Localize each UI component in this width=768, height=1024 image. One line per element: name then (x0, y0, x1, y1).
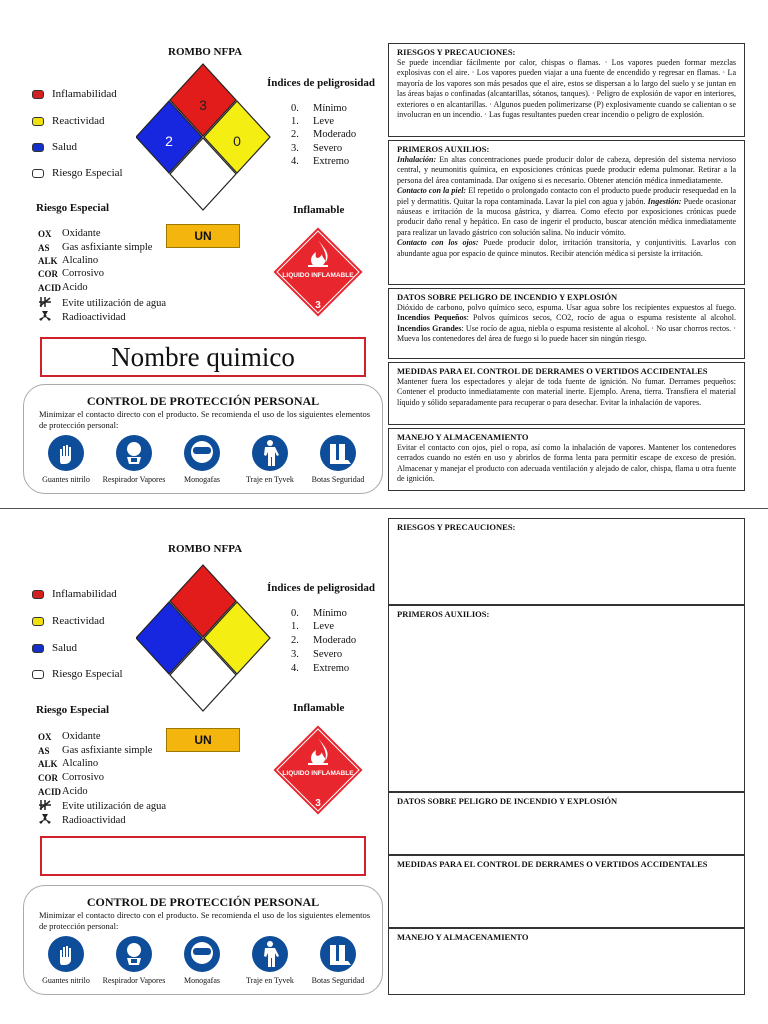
risk-item: Radioactividad (38, 813, 126, 827)
risk-item: Evite utilización de agua (38, 296, 166, 310)
index-item: 2. Moderado (291, 129, 357, 140)
nfpa-title: ROMBO NFPA (168, 543, 243, 555)
index-item: 1. Leve (291, 621, 334, 632)
ppe-title: CONTROL DE PROTECCIÓN PERSONAL (86, 895, 320, 909)
suit-icon (252, 936, 288, 972)
index-item: 2. Moderado (291, 635, 357, 646)
ppe-respirator: Respirador Vapores (99, 936, 169, 985)
svg-text:3: 3 (315, 300, 321, 311)
section-riesgos: RIESGOS Y PRECAUCIONES: Se puede incendiar fácilmente por calor, chispas o flamas. · Los vapores pueden formar mezclas explosivas con el aire. · Los vapores pueden viajar a una fuente de encendido y regresar en flamas. · La mayoría de los vapores son más pesados que el aire, estos se dispersan a lo largo del suelo y se juntan en las áreas bajas o confinadas (alcantarillas, sótanos, tanques). · Peligro de explosión de vapor en interiores, exteriores o en alcantarillas. · Algunos pueden polimerizarse (P) explosivamente cuando se calientan o se involucran en un incendio. · Las fugas resultantes pueden crear incendio o peligro de explosión. (388, 43, 745, 137)
risk-item: ACID Acido (38, 786, 88, 797)
section-primeros-auxilios-empty[interactable]: PRIMEROS AUXILIOS: (388, 605, 745, 792)
risk-item: COR Corrosivo (38, 772, 104, 783)
ppe-title: CONTROL DE PROTECCIÓN PERSONAL (86, 394, 320, 408)
gloves-icon (48, 435, 84, 471)
legend-health: Salud (32, 642, 77, 654)
legend-flammability: Inflamabilidad (32, 588, 117, 600)
boots-icon (320, 936, 356, 972)
risk-item: Radioactividad (38, 310, 126, 324)
flammable-liquid-sign (270, 722, 366, 818)
page-divider (0, 508, 768, 509)
svg-text:3: 3 (315, 798, 321, 809)
index-item: 4. Extremo (291, 663, 350, 674)
section-incendio-empty[interactable]: DATOS SOBRE PELIGRO DE INCENDIO Y EXPLOSIÓN (388, 792, 745, 855)
ppe-description: Minimizar el contacto directo con el producto. Se recomienda el uso de los siguientes elementos de protección personal: (39, 910, 370, 931)
risk-item: ALK Alcalino (38, 758, 99, 769)
ppe-goggles: Monogafas (167, 435, 237, 484)
blue-swatch-icon (32, 644, 44, 653)
red-swatch-icon (32, 90, 44, 99)
section-manejo: MANEJO Y ALMACENAMIENTO Evitar el contacto con ojos, piel o ropa, así como la inhalación de vapores. Mantener los contenedores cerrados cuando no estén en uso y abrirlos de forma lenta para permitir escape de exceso de presión. Almacenar y manejar el producto con adecuada ventilación y alejado de calor, chispa, flama u otra fuente de ignición. (388, 428, 745, 491)
goggles-icon (184, 435, 220, 471)
svg-text:LIQUIDO INFLAMABLE: LIQUIDO INFLAMABLE (282, 272, 354, 279)
un-box: UN (166, 728, 240, 752)
risk-item: OX Oxidante (38, 228, 101, 239)
no-water-icon (38, 296, 52, 308)
yellow-swatch-icon (32, 117, 44, 126)
boots-icon (320, 435, 356, 471)
ppe-goggles: Monogafas (167, 936, 237, 985)
ppe-gloves: Guantes nitrilo (31, 936, 101, 985)
flammable-title: Inflamable (293, 204, 345, 216)
risk-item: AS Gas asfixiante simple (38, 242, 153, 253)
ppe-description: Minimizar el contacto directo con el producto. Se recomienda el uso de los siguientes elementos de protección personal: (39, 409, 370, 430)
respirator-icon (116, 936, 152, 972)
ppe-boots: Botas Seguridad (303, 435, 373, 484)
legend-reactivity: Reactividad (32, 115, 105, 127)
health-value: 2 (165, 133, 173, 149)
index-item: 0. Mínimo (291, 608, 347, 619)
legend-special: Riesgo Especial (32, 167, 123, 179)
indices-title: Índices de peligrosidad (267, 582, 375, 594)
risk-item: OX Oxidante (38, 731, 101, 742)
legend-health: Salud (32, 141, 77, 153)
ppe-gloves: Guantes nitrilo (31, 435, 101, 484)
special-risk-title: Riesgo Especial (36, 704, 110, 716)
index-item: 1. Leve (291, 116, 334, 127)
special-risk-title: Riesgo Especial (36, 202, 110, 214)
reactivity-value: 0 (233, 133, 241, 149)
risk-item: ALK Alcalino (38, 255, 99, 266)
risk-item: AS Gas asfixiante simple (38, 745, 153, 756)
section-riesgos-empty[interactable]: RIESGOS Y PRECAUCIONES: (388, 518, 745, 605)
risk-item: COR Corrosivo (38, 268, 104, 279)
legend-flammability: Inflamabilidad (32, 88, 117, 100)
yellow-swatch-icon (32, 617, 44, 626)
risk-item: ACID Acido (38, 282, 88, 293)
radiation-icon (38, 813, 52, 825)
legend-special: Riesgo Especial (32, 668, 123, 680)
ppe-panel (23, 885, 383, 995)
section-primeros-auxilios: PRIMEROS AUXILIOS: Inhalación: En altas concentraciones puede producir dolor de cabeza, depresión del sistema nervioso central, y neumonitis química, en exposiciones crónicas puede producir edema pulmonar. Retirar a la persona del área contaminada. Dar oxígeno si es necesario. Obtener atención médica inmediatamente. Contacto con la piel: El repetido o prolongado contacto con el producto puede producir resequedad en la piel y dermatitis. Quitar la ropa contaminada. Lavar la piel con agua y jabón. Ingestión: Puede ocasionar náuseas e irritación de la mucosa gástrica, y diarrea. Como efecto por exposiciones crónicas puede producir daño renal y hepático. En caso de ingerir el producto, buscar atención médica inmediatamente para realizar un lavado gástrico con solución salina. No inducir vómito. Contacto con los ojos: Puede producir dolor, irritación transitoria, y conjuntivitis. Lavarlos con abundante agua por espacio de quince minutos. Recibir atención médica si persiste la irritación. (388, 140, 745, 285)
flammable-liquid-sign (270, 224, 366, 320)
nfpa-diamond (136, 563, 272, 713)
respirator-icon (116, 435, 152, 471)
risk-item: Evite utilización de agua (38, 799, 166, 813)
legend-reactivity: Reactividad (32, 615, 105, 627)
ppe-suit: Traje en Tyvek (235, 435, 305, 484)
un-box: UN (166, 224, 240, 248)
nfpa-diamond (136, 62, 272, 212)
ppe-panel (23, 384, 383, 494)
chemical-name-box-empty[interactable] (40, 836, 366, 876)
index-item: 0. Mínimo (291, 103, 347, 114)
chemical-name-box: Nombre quimico (40, 337, 366, 377)
white-swatch-icon (32, 670, 44, 679)
ppe-respirator: Respirador Vapores (99, 435, 169, 484)
flammable-title: Inflamable (293, 702, 345, 714)
white-swatch-icon (32, 169, 44, 178)
ppe-suit: Traje en Tyvek (235, 936, 305, 985)
section-derrames: MEDIDAS PARA EL CONTROL DE DERRAMES O VERTIDOS ACCIDENTALES Mantener fuera los espectadores y alejar de toda fuente de ignición. No fumar. Derrames pequeños: Contener el producto inmediatamente con material inerte. Ejemplo. Arena, tierra. Transfiera el material líquido y sólido separadamente para recuperar o para desechar. Evitar la inhalación de vapores. (388, 362, 745, 425)
index-item: 3. Severo (291, 143, 343, 154)
suit-icon (252, 435, 288, 471)
flammability-value: 3 (199, 97, 207, 113)
section-manejo-empty[interactable]: MANEJO Y ALMACENAMIENTO (388, 928, 745, 995)
section-derrames-empty[interactable]: MEDIDAS PARA EL CONTROL DE DERRAMES O VERTIDOS ACCIDENTALES (388, 855, 745, 928)
no-water-icon (38, 799, 52, 811)
svg-text:LIQUIDO INFLAMABLE: LIQUIDO INFLAMABLE (282, 770, 354, 777)
index-item: 3. Severo (291, 649, 343, 660)
red-swatch-icon (32, 590, 44, 599)
section-incendio: DATOS SOBRE PELIGRO DE INCENDIO Y EXPLOSIÓN Dióxido de carbono, polvo químico seco, espuma. Usar agua sobre los recipientes expuestos al fuego. Incendios Pequeños: Polvos químicos secos, CO2, rocío de agua o espuma resistente al alcohol. Incendios Grandes: Use rocío de agua, niebla o espuma resistente al alcohol. · No usar chorros rectos. · Mueva los contenedores del área de fuego si lo puede hacer sin ningún riesgo. (388, 288, 745, 359)
nfpa-title: ROMBO NFPA (168, 46, 243, 58)
goggles-icon (184, 936, 220, 972)
indices-title: Índices de peligrosidad (267, 77, 375, 89)
ppe-boots: Botas Seguridad (303, 936, 373, 985)
gloves-icon (48, 936, 84, 972)
index-item: 4. Extremo (291, 156, 350, 167)
radiation-icon (38, 310, 52, 322)
blue-swatch-icon (32, 143, 44, 152)
